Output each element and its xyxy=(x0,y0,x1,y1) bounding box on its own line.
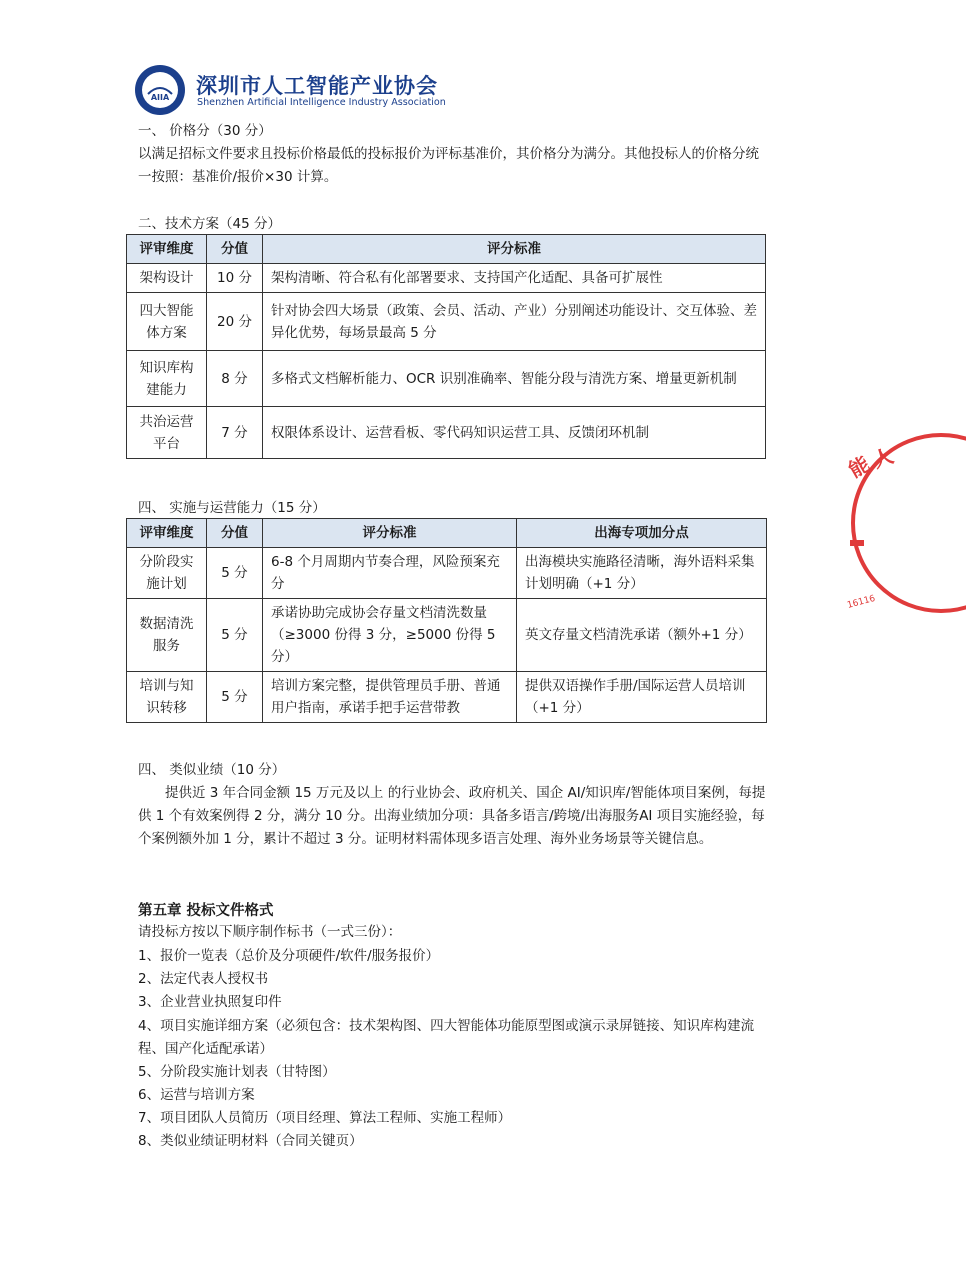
col-header-bonus: 出海专项加分点 xyxy=(517,519,767,548)
chapter5-title: 第五章 投标文件格式 xyxy=(138,903,274,919)
table-row xyxy=(127,293,766,351)
col-header-score: 分值 xyxy=(207,519,263,548)
col-header-score: 分值 xyxy=(207,235,263,264)
list-item: 4、项目实施详细方案（必须包含：技术架构图、四大智能体功能原型图或演示录屏链接、知识库构建流程、国产化适配承诺） xyxy=(138,1018,755,1057)
list-item: 3、企业营业执照复印件 xyxy=(138,994,282,1010)
row-criteria: 多格式文档解析能力、OCR 识别准确率、智能分段与清洗方案、增量更新机制 xyxy=(263,351,766,407)
tech-score-table xyxy=(126,234,766,459)
row-dim: 架构设计 xyxy=(127,264,207,293)
col-header-dim: 评审维度 xyxy=(127,235,207,264)
row-dim: 分阶段实施计划 xyxy=(127,548,207,599)
col-header-dim: 评审维度 xyxy=(127,519,207,548)
perf-heading: 四、 类似业绩（10 分） xyxy=(138,762,286,778)
price-heading: 一、 价格分（30 分） xyxy=(138,123,272,139)
row-dim: 共治运营平台 xyxy=(127,407,207,459)
table-row xyxy=(127,672,767,723)
list-item: 6、运营与培训方案 xyxy=(138,1087,255,1103)
org-name-en: Shenzhen Artificial Intelligence Industry Association xyxy=(197,97,446,108)
row-dim: 知识库构建能力 xyxy=(127,351,207,407)
row-score: 8 分 xyxy=(207,351,263,407)
row-score: 5 分 xyxy=(207,672,263,723)
row-score: 7 分 xyxy=(207,407,263,459)
col-header-criteria: 评分标准 xyxy=(263,235,766,264)
row-bonus: 出海模块实施路径清晰，海外语料采集计划明确（+1 分） xyxy=(517,548,767,599)
perf-text: 提供近 3 年合同金额 15 万元及以上 的行业协会、政府机关、国企 AI/知识库/智能体项目案例，每提供 1 个有效案例得 2 分，满分 10 分。出海业绩加分项：具备多语言/跨境/出海服务AI 项目实施经验，每个案例额外加 1 分，累计不超过 3 分。证明材料需体现多语言处理、海外业务场景等关键信息。 xyxy=(138,785,766,847)
row-dim: 数据清洗服务 xyxy=(127,599,207,672)
row-criteria: 针对协会四大场景（政策、会员、活动、产业）分别阐述功能设计、交互体验、差异化优势，每场景最高 5 分 xyxy=(263,293,766,351)
impl-heading: 四、 实施与运营能力（15 分） xyxy=(138,500,326,516)
official-seal-stamp xyxy=(846,428,906,618)
table-header-row xyxy=(127,235,766,264)
table-row xyxy=(127,407,766,459)
svg-text:人: 人 xyxy=(869,443,897,473)
table-row xyxy=(127,548,767,599)
org-name-cn: 深圳市人工智能产业协会 xyxy=(196,74,438,98)
impl-score-table xyxy=(126,518,767,723)
price-text: 以满足招标文件要求且投标价格最低的投标报价为评标基准价，其价格分为满分。其他投标人的价格分统一按照：基准价/报价×30 计算。 xyxy=(138,146,759,185)
row-bonus: 英文存量文档清洗承诺（额外+1 分） xyxy=(517,599,767,672)
row-score: 20 分 xyxy=(207,293,263,351)
row-bonus: 提供双语操作手册/国际运营人员培训（+1 分） xyxy=(517,672,767,723)
row-dim: 四大智能体方案 xyxy=(127,293,207,351)
svg-text:能: 能 xyxy=(844,451,874,483)
table-row xyxy=(127,599,767,672)
row-criteria: 承诺协助完成协会存量文档清洗数量（≥3000 份得 3 分，≥5000 份得 5 分） xyxy=(263,599,517,672)
table-row xyxy=(127,264,766,293)
svg-text:16116: 16116 xyxy=(846,593,877,611)
list-item: 5、分阶段实施计划表（甘特图） xyxy=(138,1064,336,1080)
col-header-criteria: 评分标准 xyxy=(263,519,517,548)
row-score: 5 分 xyxy=(207,599,263,672)
row-score: 5 分 xyxy=(207,548,263,599)
association-emblem-icon xyxy=(134,64,186,116)
row-dim: 培训与知识转移 xyxy=(127,672,207,723)
row-score: 10 分 xyxy=(207,264,263,293)
table-header-row xyxy=(127,519,767,548)
row-criteria: 6-8 个月周期内节奏合理，风险预案充分 xyxy=(263,548,517,599)
list-item: 7、项目团队人员简历（项目经理、算法工程师、实施工程师） xyxy=(138,1110,512,1126)
org-logo xyxy=(134,64,454,116)
list-item: 8、类似业绩证明材料（合同关键页） xyxy=(138,1133,363,1149)
chapter5-intro: 请投标方按以下顺序制作标书（一式三份）： xyxy=(138,924,402,940)
list-item: 1、报价一览表（总价及分项硬件/软件/服务报价） xyxy=(138,948,440,964)
table-row xyxy=(127,351,766,407)
row-criteria: 培训方案完整，提供管理员手册、普通用户指南，承诺手把手运营带教 xyxy=(263,672,517,723)
tech-heading: 二、技术方案（45 分） xyxy=(138,216,281,232)
svg-text:AIIA: AIIA xyxy=(150,93,170,102)
list-item: 2、法定代表人授权书 xyxy=(138,971,269,987)
row-criteria: 权限体系设计、运营看板、零代码知识运营工具、反馈闭环机制 xyxy=(263,407,766,459)
row-criteria: 架构清晰、符合私有化部署要求、支持国产化适配、具备可扩展性 xyxy=(263,264,766,293)
